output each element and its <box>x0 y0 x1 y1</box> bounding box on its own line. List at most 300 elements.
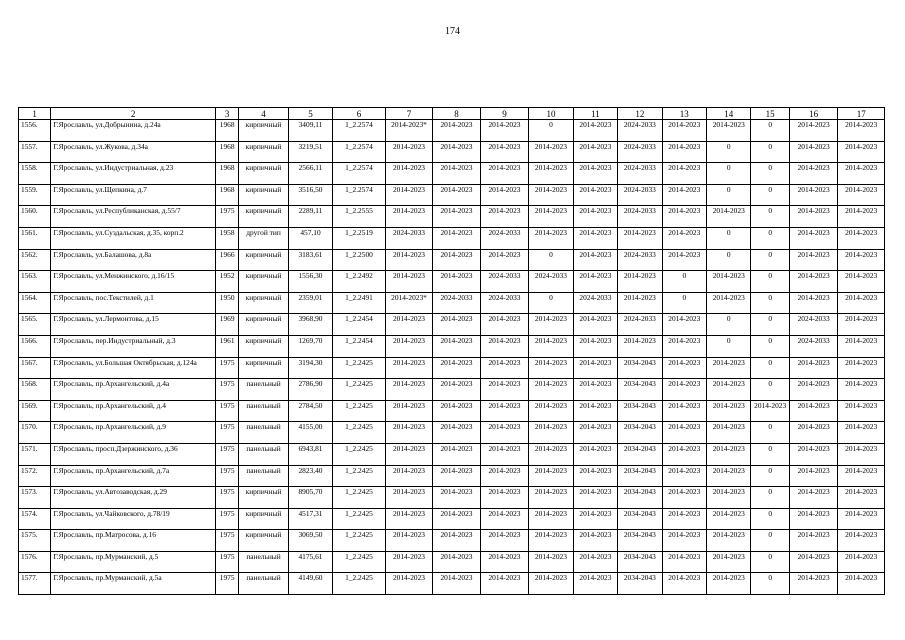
table-cell: 2014-2023 <box>529 314 573 336</box>
table-row <box>19 400 885 422</box>
table-cell: 2024-2033 <box>480 292 529 314</box>
table-cell: 2014-2023 <box>707 573 751 595</box>
housing-register-table <box>18 107 885 595</box>
table-cell: 1975 <box>216 551 239 573</box>
table-cell: 2014-2023 <box>662 227 706 249</box>
table-cell: кирпичный <box>239 357 289 379</box>
table-cell: 2014-2023* <box>385 292 432 314</box>
table-cell: 2014-2023 <box>838 120 885 142</box>
table-row <box>19 227 885 249</box>
table-cell: 0 <box>751 227 789 249</box>
table-cell: 0 <box>707 184 751 206</box>
table-cell: 1961 <box>216 335 239 357</box>
table-cell: 2014-2023 <box>573 400 617 422</box>
table-cell: 2014-2023 <box>707 271 751 293</box>
row-number-cell: 1561. <box>19 227 51 249</box>
table-cell: 2014-2023 <box>529 400 573 422</box>
table-cell: 0 <box>751 184 789 206</box>
table-cell: 1_2.2425 <box>333 379 386 401</box>
table-cell: 2014-2023 <box>433 551 480 573</box>
table-cell: 2014-2023 <box>529 227 573 249</box>
table-cell: 2014-2023 <box>838 379 885 401</box>
table-cell: 2014-2023 <box>838 551 885 573</box>
address-cell: Г.Ярославль, пер.Индустриальный, д.3 <box>51 335 216 357</box>
header-row <box>19 108 885 120</box>
table-cell: 1_2.2574 <box>333 141 386 163</box>
table-cell: 2034-2043 <box>618 551 662 573</box>
table-cell: 2014-2023 <box>480 249 529 271</box>
table-cell: 2024-2033 <box>573 292 617 314</box>
table-cell: 0 <box>751 249 789 271</box>
table-row <box>19 551 885 573</box>
table-cell: 2014-2023 <box>573 314 617 336</box>
table-cell: 2359,01 <box>288 292 332 314</box>
table-cell: 2014-2023 <box>662 206 706 228</box>
table-cell: 2024-2033 <box>618 206 662 228</box>
table-cell: 1_2.2519 <box>333 227 386 249</box>
table-cell: 2014-2023 <box>707 530 751 552</box>
column-header-14: 14 <box>707 108 751 120</box>
table-cell: 2014-2023 <box>618 227 662 249</box>
table-cell: 2014-2023 <box>789 530 838 552</box>
table-cell: 2014-2023 <box>573 271 617 293</box>
table-cell: 0 <box>707 141 751 163</box>
table-cell: 2289,11 <box>288 206 332 228</box>
table-cell: 2014-2023 <box>433 379 480 401</box>
table-cell: 2014-2023 <box>385 573 432 595</box>
table-cell: 2014-2023 <box>838 422 885 444</box>
table-cell: панельный <box>239 573 289 595</box>
table-cell: 2014-2023 <box>433 206 480 228</box>
table-cell: 2014-2023 <box>480 530 529 552</box>
table-cell: 2014-2023 <box>385 465 432 487</box>
table-cell: 2014-2023 <box>707 443 751 465</box>
table-cell: 2014-2023 <box>789 508 838 530</box>
table-cell: 2014-2023 <box>662 120 706 142</box>
table-cell: 2014-2023 <box>838 206 885 228</box>
table-row <box>19 357 885 379</box>
table-cell: 2024-2033 <box>529 271 573 293</box>
table-cell: 2014-2023 <box>433 120 480 142</box>
table-cell: 0 <box>707 163 751 185</box>
column-header-3: 3 <box>216 108 239 120</box>
table-cell: 2014-2023 <box>573 335 617 357</box>
column-header-10: 10 <box>529 108 573 120</box>
table-cell: кирпичный <box>239 163 289 185</box>
table-cell: 2014-2023 <box>707 508 751 530</box>
row-number-cell: 1562. <box>19 249 51 271</box>
table-cell: 0 <box>707 227 751 249</box>
table-cell: 1_2.2574 <box>333 184 386 206</box>
table-cell: кирпичный <box>239 249 289 271</box>
table-cell: 2014-2023 <box>838 271 885 293</box>
table-cell: 457,10 <box>288 227 332 249</box>
table-cell: 2014-2023 <box>707 379 751 401</box>
row-number-cell: 1568. <box>19 379 51 401</box>
table-cell: 2014-2023 <box>529 357 573 379</box>
table-cell: 2014-2023 <box>529 443 573 465</box>
table-row <box>19 335 885 357</box>
table-cell: 1_2.2425 <box>333 357 386 379</box>
table-cell: 1_2.2425 <box>333 400 386 422</box>
table-cell: 2014-2023 <box>573 357 617 379</box>
table-cell: 0 <box>751 357 789 379</box>
table-cell: 2014-2023 <box>433 443 480 465</box>
table-cell: 2014-2023 <box>662 249 706 271</box>
address-cell: Г.Ярославль, пр.Архангельский, д.7а <box>51 465 216 487</box>
table-cell: 2014-2023 <box>838 530 885 552</box>
table-cell: кирпичный <box>239 487 289 509</box>
table-row <box>19 465 885 487</box>
table-cell: кирпичный <box>239 335 289 357</box>
table-cell: 2014-2023 <box>385 443 432 465</box>
table-row <box>19 422 885 444</box>
table-cell: 2014-2023 <box>433 357 480 379</box>
table-cell: 2014-2023 <box>385 271 432 293</box>
table-cell: 2024-2033 <box>618 184 662 206</box>
table-cell: 1975 <box>216 422 239 444</box>
table-cell: 2014-2023 <box>433 422 480 444</box>
table-cell: 1_2.2454 <box>333 314 386 336</box>
table-row <box>19 271 885 293</box>
row-number-cell: 1567. <box>19 357 51 379</box>
table-cell: 0 <box>707 249 751 271</box>
table-cell: 3219,51 <box>288 141 332 163</box>
address-cell: Г.Ярославль, ул.Добрынина, д.24а <box>51 120 216 142</box>
table-cell: 0 <box>751 120 789 142</box>
table-cell: 2034-2043 <box>618 530 662 552</box>
table-cell: 1975 <box>216 400 239 422</box>
table-cell: 2014-2023 <box>433 163 480 185</box>
column-header-6: 6 <box>333 108 386 120</box>
table-cell: кирпичный <box>239 508 289 530</box>
column-header-1: 1 <box>19 108 51 120</box>
table-cell: 2014-2023 <box>433 141 480 163</box>
table-cell: 3069,50 <box>288 530 332 552</box>
table-row <box>19 379 885 401</box>
table-cell: 2034-2043 <box>618 465 662 487</box>
table-cell: 2014-2023 <box>480 551 529 573</box>
table-cell: 2014-2023 <box>480 443 529 465</box>
table-cell: 2014-2023 <box>385 400 432 422</box>
table-cell: 1975 <box>216 206 239 228</box>
table-cell: 0 <box>751 465 789 487</box>
table-cell: 2014-2023 <box>662 508 706 530</box>
table-cell: 1_2.2425 <box>333 551 386 573</box>
table-cell: 2014-2023 <box>789 292 838 314</box>
table-row <box>19 573 885 595</box>
table-cell: 2014-2023 <box>789 465 838 487</box>
table-row <box>19 443 885 465</box>
table-cell: 2014-2023 <box>838 443 885 465</box>
table-cell: 2014-2023 <box>433 465 480 487</box>
table-cell: 2014-2023 <box>529 184 573 206</box>
table-cell: 2014-2023 <box>789 487 838 509</box>
table-cell: панельный <box>239 400 289 422</box>
table-cell: 1_2.2425 <box>333 443 386 465</box>
table-cell: 0 <box>751 422 789 444</box>
table-cell: 1_2.2425 <box>333 487 386 509</box>
table-cell: 1_2.2425 <box>333 465 386 487</box>
column-header-12: 12 <box>618 108 662 120</box>
address-cell: Г.Ярославль, пос.Текстилей, д.1 <box>51 292 216 314</box>
table-cell: 2014-2023 <box>385 141 432 163</box>
table-cell: 2014-2023 <box>662 443 706 465</box>
table-cell: 0 <box>707 314 751 336</box>
table-cell: 2014-2023 <box>707 400 751 422</box>
table-cell: 2014-2023 <box>480 335 529 357</box>
table-cell: 2014-2023 <box>573 249 617 271</box>
address-cell: Г.Ярославль, ул.Щепкина, д.7 <box>51 184 216 206</box>
table-cell: 2014-2023 <box>529 206 573 228</box>
table-cell: 2014-2023 <box>662 465 706 487</box>
table-cell: 2014-2023 <box>480 206 529 228</box>
table-cell: 2014-2023 <box>573 141 617 163</box>
table-cell: 2014-2023 <box>662 184 706 206</box>
address-cell: Г.Ярославль, пр.Архангельский, д.4 <box>51 400 216 422</box>
table-cell: 0 <box>751 379 789 401</box>
table-cell: 2014-2023 <box>529 487 573 509</box>
table-cell: 2014-2023 <box>433 314 480 336</box>
table-cell: 2014-2023 <box>838 487 885 509</box>
table-cell: 2014-2023 <box>385 530 432 552</box>
table-cell: 2014-2023 <box>789 271 838 293</box>
table-cell: 2014-2023 <box>789 379 838 401</box>
address-cell: Г.Ярославль, пр.Архангельский, д.9 <box>51 422 216 444</box>
table-cell: 2014-2023 <box>789 400 838 422</box>
table-body <box>19 120 885 595</box>
table-cell: кирпичный <box>239 314 289 336</box>
row-number-cell: 1572. <box>19 465 51 487</box>
address-cell: Г.Ярославль, просп.Дзержинского, д.36 <box>51 443 216 465</box>
table-cell: 1_2.2492 <box>333 271 386 293</box>
table-cell: 3516,50 <box>288 184 332 206</box>
address-cell: Г.Ярославль, ул.Автозаводская, д.29 <box>51 487 216 509</box>
address-cell: Г.Ярославль, ул.Суздальская, д.35, корп.2 <box>51 227 216 249</box>
table-cell: 2014-2023 <box>529 465 573 487</box>
table-row <box>19 206 885 228</box>
table-cell: 1975 <box>216 357 239 379</box>
table-cell: 2014-2023 <box>707 120 751 142</box>
row-number-cell: 1569. <box>19 400 51 422</box>
table-cell: 2014-2023 <box>789 163 838 185</box>
table-cell: 0 <box>751 163 789 185</box>
table-row <box>19 163 885 185</box>
table-cell: 2014-2023 <box>662 422 706 444</box>
table-cell: 2014-2023 <box>789 551 838 573</box>
table-cell: 1968 <box>216 120 239 142</box>
table-cell: 3409,11 <box>288 120 332 142</box>
row-number-cell: 1574. <box>19 508 51 530</box>
table-cell: 2014-2023 <box>573 184 617 206</box>
table-cell: 0 <box>529 120 573 142</box>
table-cell: 1975 <box>216 487 239 509</box>
table-cell: кирпичный <box>239 141 289 163</box>
address-cell: Г.Ярославль, пр.Матросова, д.16 <box>51 530 216 552</box>
table-cell: 2014-2023 <box>838 508 885 530</box>
table-cell: 1968 <box>216 163 239 185</box>
address-cell: Г.Ярославль, ул.Большая Октябрьская, д.124а <box>51 357 216 379</box>
address-cell: Г.Ярославль, пр.Мурманский, д.5а <box>51 573 216 595</box>
row-number-cell: 1566. <box>19 335 51 357</box>
table-cell: 2024-2033 <box>789 335 838 357</box>
table-cell: 2014-2023 <box>480 465 529 487</box>
table-cell: 2014-2023 <box>480 400 529 422</box>
table-row <box>19 141 885 163</box>
table-cell: 2014-2023 <box>573 530 617 552</box>
table-cell: 2014-2023 <box>529 422 573 444</box>
table-cell: кирпичный <box>239 120 289 142</box>
table-cell: кирпичный <box>239 206 289 228</box>
table-cell: 1975 <box>216 508 239 530</box>
row-number-cell: 1560. <box>19 206 51 228</box>
table-cell: панельный <box>239 443 289 465</box>
column-header-4: 4 <box>239 108 289 120</box>
table-cell: 2034-2043 <box>618 573 662 595</box>
table-cell: 2014-2023 <box>707 487 751 509</box>
table-cell: 0 <box>662 271 706 293</box>
table-cell: 2014-2023 <box>480 184 529 206</box>
table-cell: 2024-2033 <box>385 227 432 249</box>
table-cell: 2014-2023 <box>573 227 617 249</box>
table-cell: 2034-2043 <box>618 508 662 530</box>
table-cell: 2034-2043 <box>618 357 662 379</box>
table-cell: 2014-2023 <box>480 314 529 336</box>
table-cell: панельный <box>239 379 289 401</box>
table-cell: 1_2.2491 <box>333 292 386 314</box>
table-row <box>19 120 885 142</box>
table-cell: 2014-2023 <box>789 227 838 249</box>
table-cell: 2014-2023 <box>662 314 706 336</box>
table-cell: 2024-2033 <box>618 120 662 142</box>
table-cell: 2014-2023 <box>662 163 706 185</box>
table-cell: 1958 <box>216 227 239 249</box>
table-cell: 2014-2023 <box>573 206 617 228</box>
table-cell: 2014-2023 <box>385 422 432 444</box>
table-cell: 2014-2023 <box>480 357 529 379</box>
table-cell: 2014-2023 <box>838 314 885 336</box>
table-cell: 2014-2023 <box>707 465 751 487</box>
table-cell: 1_2.2425 <box>333 422 386 444</box>
table-cell: 2014-2023 <box>480 163 529 185</box>
table-cell: 2014-2023 <box>433 487 480 509</box>
table-cell: 2014-2023 <box>573 422 617 444</box>
table-cell: 2014-2023 <box>385 184 432 206</box>
table-cell: 2014-2023 <box>573 551 617 573</box>
table-cell: 2014-2023 <box>385 487 432 509</box>
table-cell: 6943,81 <box>288 443 332 465</box>
row-number-cell: 1556. <box>19 120 51 142</box>
table-cell: 4517,31 <box>288 508 332 530</box>
table-cell: 2014-2023 <box>573 508 617 530</box>
table-cell: 2014-2023 <box>662 141 706 163</box>
table-cell: 2014-2023 <box>838 465 885 487</box>
table-cell: 2014-2023 <box>529 335 573 357</box>
table-cell: 2014-2023 <box>529 530 573 552</box>
row-number-cell: 1571. <box>19 443 51 465</box>
table-cell: 2014-2023 <box>838 335 885 357</box>
table-cell: 2014-2023 <box>385 314 432 336</box>
address-cell: Г.Ярославль, ул.Индустриальная, д.23 <box>51 163 216 185</box>
table-cell: 2014-2023 <box>789 573 838 595</box>
table-cell: 2014-2023 <box>529 379 573 401</box>
table-cell: 2014-2023 <box>573 163 617 185</box>
table-row <box>19 184 885 206</box>
table-cell: 1_2.2425 <box>333 573 386 595</box>
table-cell: 2014-2023 <box>838 292 885 314</box>
table-cell: 0 <box>751 573 789 595</box>
table-cell: 2014-2023 <box>838 573 885 595</box>
table-cell: 2014-2023* <box>385 120 432 142</box>
table-cell: 2014-2023 <box>480 508 529 530</box>
row-number-cell: 1565. <box>19 314 51 336</box>
column-header-7: 7 <box>385 108 432 120</box>
table-cell: 2014-2023 <box>662 487 706 509</box>
table-cell: 2014-2023 <box>789 249 838 271</box>
table-row <box>19 508 885 530</box>
table-cell: 0 <box>751 271 789 293</box>
column-header-17: 17 <box>838 108 885 120</box>
row-number-cell: 1573. <box>19 487 51 509</box>
table-cell: 2014-2023 <box>838 141 885 163</box>
table-cell: 1968 <box>216 184 239 206</box>
table-cell: 1950 <box>216 292 239 314</box>
row-number-cell: 1557. <box>19 141 51 163</box>
table-cell: 2014-2023 <box>789 443 838 465</box>
table-cell: 2014-2023 <box>529 551 573 573</box>
table-cell: 2014-2023 <box>618 271 662 293</box>
table-cell: 2034-2043 <box>618 379 662 401</box>
table-cell: 2014-2023 <box>618 292 662 314</box>
table-cell: панельный <box>239 422 289 444</box>
table-cell: панельный <box>239 465 289 487</box>
table-cell: 1975 <box>216 443 239 465</box>
table-cell: 2823,40 <box>288 465 332 487</box>
table-cell: 0 <box>751 487 789 509</box>
table-cell: 0 <box>529 249 573 271</box>
table-cell: 2014-2023 <box>480 573 529 595</box>
table-cell: кирпичный <box>239 184 289 206</box>
table-cell: 2014-2023 <box>789 141 838 163</box>
table-cell: 2014-2023 <box>529 163 573 185</box>
table-cell: 3183,61 <box>288 249 332 271</box>
table-cell: 4149,60 <box>288 573 332 595</box>
table-cell: кирпичный <box>239 292 289 314</box>
table-cell: 2014-2023 <box>662 400 706 422</box>
column-header-15: 15 <box>751 108 789 120</box>
column-header-11: 11 <box>573 108 617 120</box>
table-cell: 2014-2023 <box>573 120 617 142</box>
table-cell: 4175,61 <box>288 551 332 573</box>
address-cell: Г.Ярославль, ул.Менжинского, д.16/15 <box>51 271 216 293</box>
table-cell: 2014-2023 <box>433 573 480 595</box>
table-cell: 0 <box>751 530 789 552</box>
table-cell: 2014-2023 <box>385 249 432 271</box>
table-row <box>19 530 885 552</box>
table-cell: 2014-2023 <box>751 400 789 422</box>
table-cell: 2014-2023 <box>618 335 662 357</box>
address-cell: Г.Ярославль, ул.Республиканская, д.55/7 <box>51 206 216 228</box>
table-cell: 0 <box>751 292 789 314</box>
table-cell: 2014-2023 <box>385 357 432 379</box>
table-cell: 1_2.2555 <box>333 206 386 228</box>
address-cell: Г.Ярославль, ул.Жукова, д.34а <box>51 141 216 163</box>
address-cell: Г.Ярославль, пр.Архангельский, д.4а <box>51 379 216 401</box>
column-header-2: 2 <box>51 108 216 120</box>
table-cell: 0 <box>662 292 706 314</box>
table-cell: 2024-2033 <box>618 163 662 185</box>
table-cell: другой тип <box>239 227 289 249</box>
